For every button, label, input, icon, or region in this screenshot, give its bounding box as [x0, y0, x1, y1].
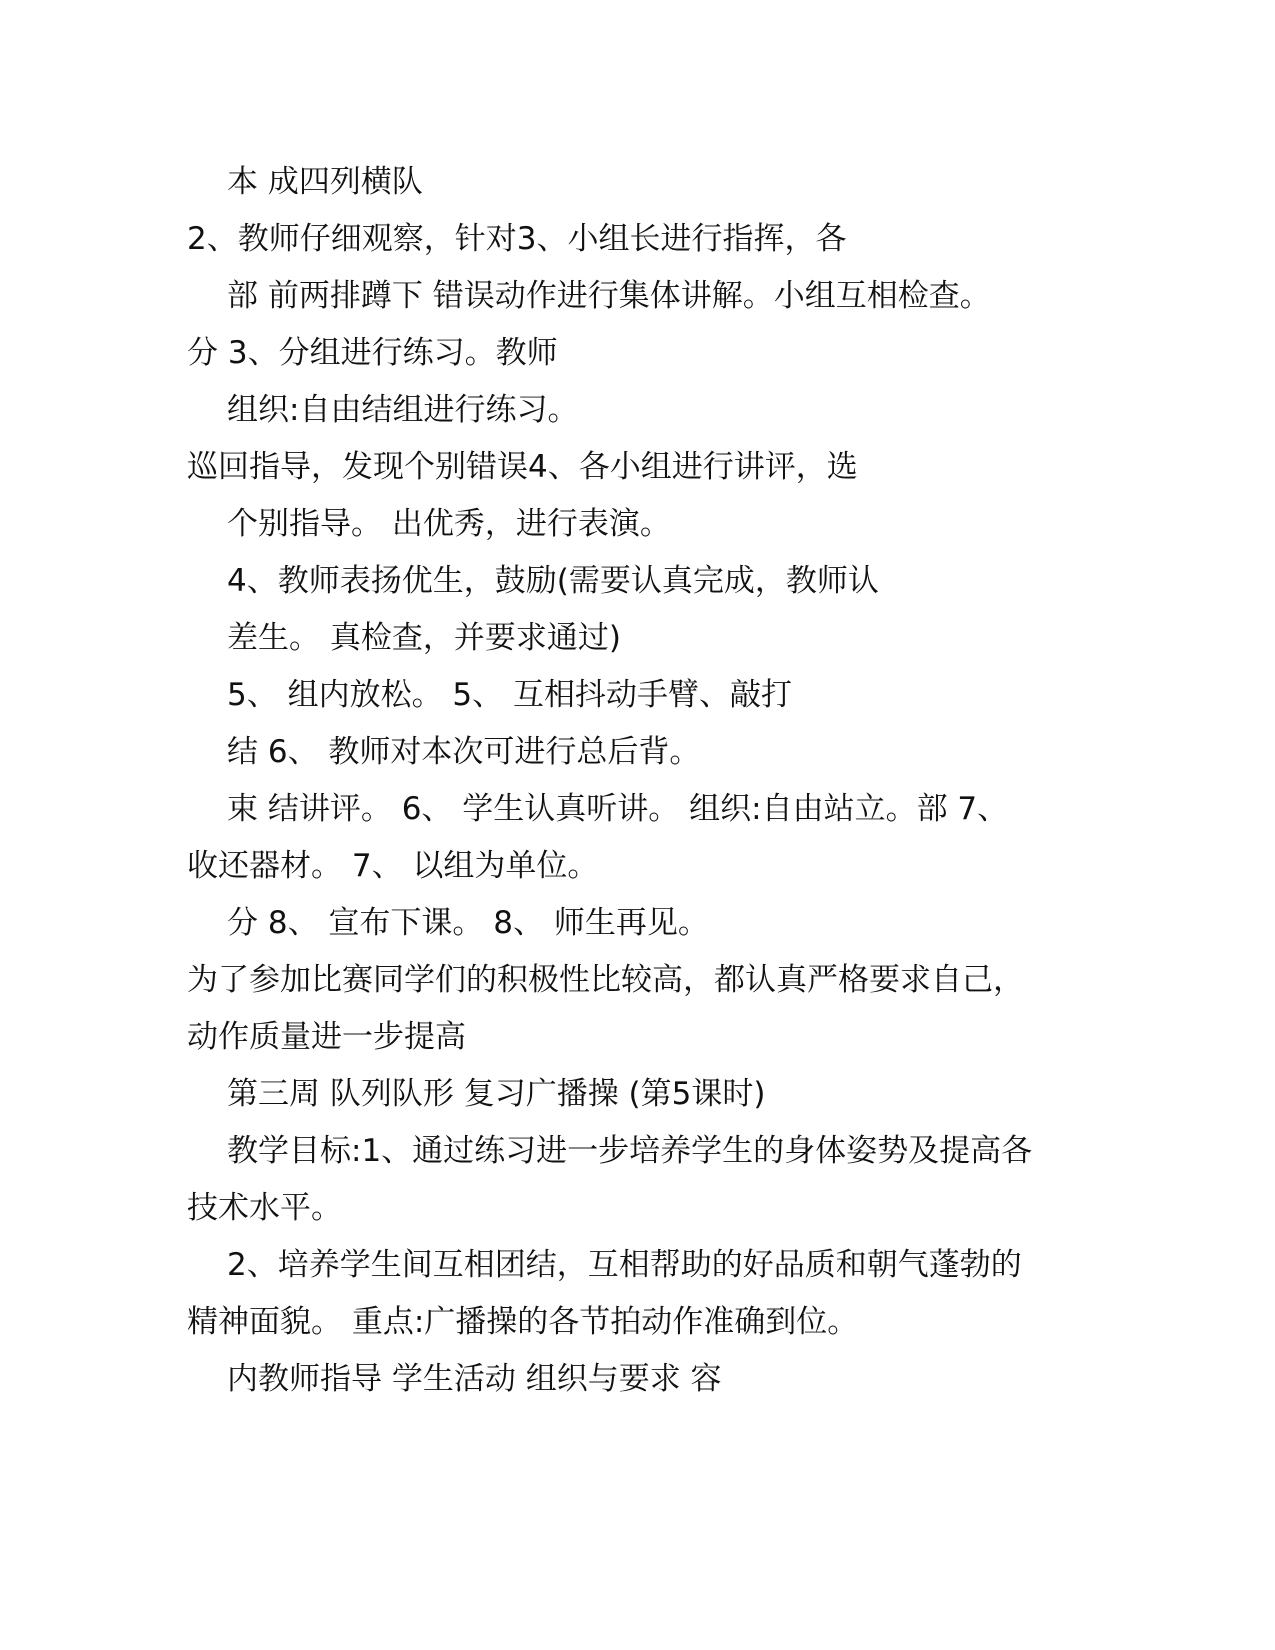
text-line: 巡回指导，发现个别错误4、各小组进行讲评，选: [187, 449, 858, 485]
text-line: 2、培养学生间互相团结，互相帮助的好品质和朝气蓬勃的: [227, 1247, 1022, 1283]
text-line: 本 成四列横队: [227, 164, 423, 200]
text-line: 束 结讲评。 6、 学生认真听讲。 组织:自由站立。部 7、: [227, 791, 1009, 827]
text-line: 教学目标:1、通过练习进一步培养学生的身体姿势及提高各: [227, 1133, 1033, 1169]
text-line: 5、 组内放松。 5、 互相抖动手臂、敲打: [227, 677, 793, 713]
text-line: 精神面貌。 重点:广播操的各节拍动作准确到位。: [187, 1304, 859, 1340]
text-line: 部 前两排蹲下 错误动作进行集体讲解。小组互相检查。: [227, 278, 991, 314]
text-line: 分 3、分组进行练习。教师: [187, 335, 558, 371]
text-line: 组织:自由结组进行练习。: [227, 392, 579, 428]
text-line: 结 6、 教师对本次可进行总后背。: [227, 734, 701, 770]
document-body: [187, 154, 1107, 1408]
lesson-heading: 第三周 队列队形 复习广播操 (第5课时): [227, 1076, 766, 1112]
text-line: 差生。 真检查，并要求通过): [227, 620, 621, 656]
text-line: 4、教师表扬优生，鼓励(需要认真完成，教师认: [227, 563, 879, 599]
text-line: 技术水平。: [187, 1190, 342, 1226]
text-line: 为了参加比赛同学们的积极性比较高，都认真严格要求自己，: [187, 962, 1024, 998]
text-line: 收还器材。 7、 以组为单位。: [187, 848, 599, 884]
text-line: 内教师指导 学生活动 组织与要求 容: [227, 1361, 722, 1397]
text-line: 动作质量进一步提高: [187, 1019, 466, 1055]
text-line: 2、教师仔细观察，针对3、小组长进行指挥，各: [187, 221, 847, 257]
text-line: 分 8、 宣布下课。 8、 师生再见。: [227, 905, 709, 941]
text-line: 个别指导。 出优秀，进行表演。: [227, 506, 671, 542]
